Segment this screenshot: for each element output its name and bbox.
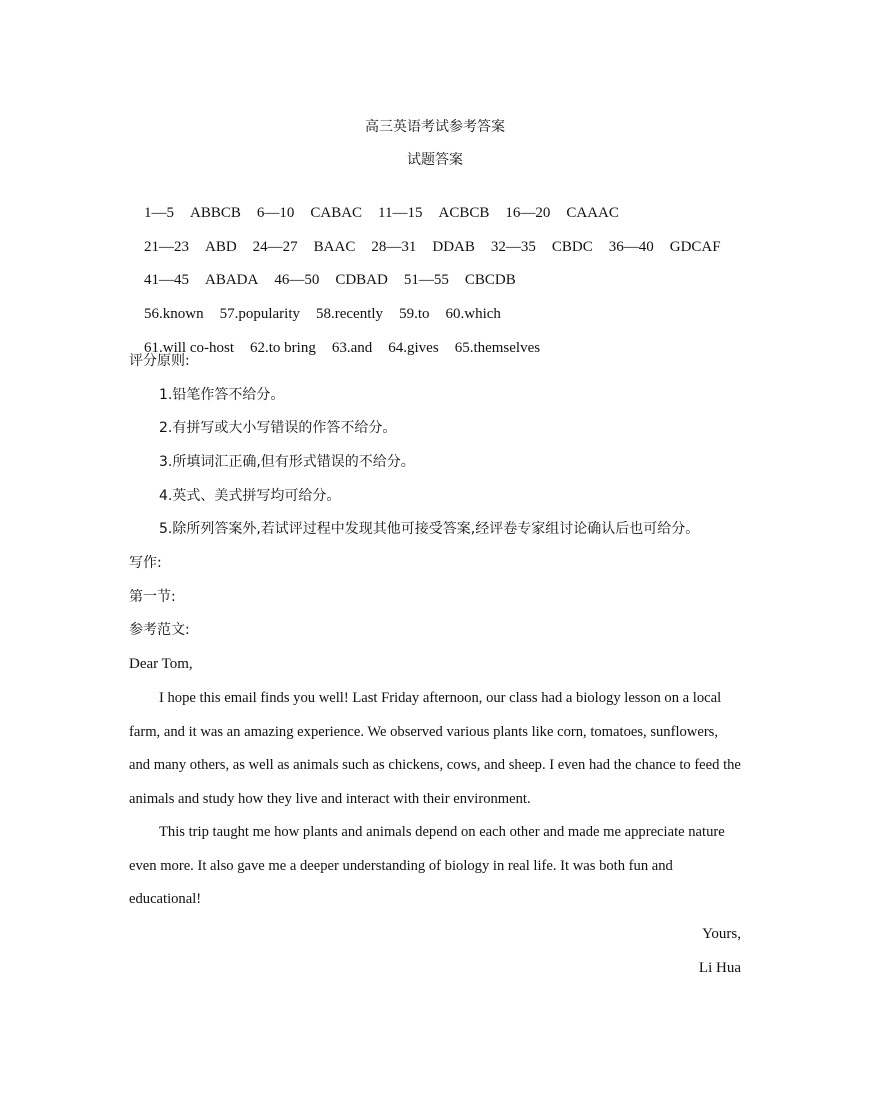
answer-value: CBDC <box>551 239 593 255</box>
answer-value: GDCAF <box>669 239 721 255</box>
answer-range: 24—27 <box>252 239 298 255</box>
fill-answer: 62.to bring <box>250 340 316 356</box>
answer-value: CDBAD <box>335 272 388 288</box>
answer-range: 36—40 <box>608 239 654 255</box>
answer-range: 46—50 <box>274 272 320 288</box>
answer-range: 28—31 <box>371 239 417 255</box>
answer-range: 11—15 <box>378 205 423 221</box>
sample-essay-label: 参考范文: <box>129 622 190 638</box>
fill-answer: 65.themselves <box>454 340 541 356</box>
answer-value: ABD <box>205 239 237 255</box>
fill-answer: 61.will co-host <box>144 340 234 356</box>
letter-greeting: Dear Tom, <box>129 656 193 672</box>
writing-heading: 写作: <box>129 555 162 571</box>
answer-value: ABADA <box>205 272 259 288</box>
answer-range: 51—55 <box>403 272 449 288</box>
answer-value: CABAC <box>310 205 363 221</box>
answer-range: 32—35 <box>490 239 536 255</box>
letter-signature: Li Hua <box>698 960 741 976</box>
answer-value: BAAC <box>313 239 356 255</box>
letter-paragraph-1: I hope this email finds you well! Last Friday afternoon, our class had a biology lesson on a local farm, and it was an amazing experience. We observed various plants like corn, tomatoes, sunflowers, and many others, as well as animals such as chickens, cows, and sheep. I even had the chance to feed the animals and study how they live and interact with their environment. <box>129 690 741 807</box>
scoring-rule: 2.有拼写或大小写错误的作答不给分。 <box>159 420 397 436</box>
letter-paragraph-2: This trip taught me how plants and animals depend on each other and made me appreciate nature even more. It also gave me a deeper understanding of biology in real life. It was both fun and educational! <box>129 824 725 908</box>
letter-closing: Yours, <box>702 926 741 942</box>
page-title: 高三英语考试参考答案 <box>365 119 505 135</box>
answer-range: 41—45 <box>144 272 189 288</box>
answer-range: 21—23 <box>144 239 189 255</box>
scoring-heading: 评分原则: <box>129 353 190 369</box>
fill-answer: 60.which <box>445 306 501 322</box>
answer-range: 1—5 <box>144 205 174 221</box>
writing-section-label: 第一节: <box>129 589 176 605</box>
answer-range: 6—10 <box>256 205 295 221</box>
fill-answer: 57.popularity <box>219 306 300 322</box>
scoring-rule: 4.英式、美式拼写均可给分。 <box>159 488 341 504</box>
fill-answer-row-2 <box>129 318 540 378</box>
scoring-rule: 5.除所列答案外,若试评过程中发现其他可接受答案,经评卷专家组讨论确认后也可给分。 <box>159 521 700 537</box>
answer-range: 16—20 <box>505 205 551 221</box>
answer-value: DDAB <box>432 239 475 255</box>
fill-answer: 63.and <box>331 340 373 356</box>
scoring-rule: 1.铅笔作答不给分。 <box>159 387 285 403</box>
answer-value: CBCDB <box>464 272 516 288</box>
answer-value: ABBCB <box>190 205 241 221</box>
fill-answer: 64.gives <box>388 340 439 356</box>
page-subtitle: 试题答案 <box>407 152 463 168</box>
fill-answer: 58.recently <box>316 306 384 322</box>
answer-value: ACBCB <box>438 205 490 221</box>
fill-answer: 59.to <box>399 306 430 322</box>
answer-value: CAAAC <box>566 205 619 221</box>
fill-answer: 56.known <box>144 306 204 322</box>
scoring-rule: 3.所填词汇正确,但有形式错误的不给分。 <box>159 454 415 470</box>
